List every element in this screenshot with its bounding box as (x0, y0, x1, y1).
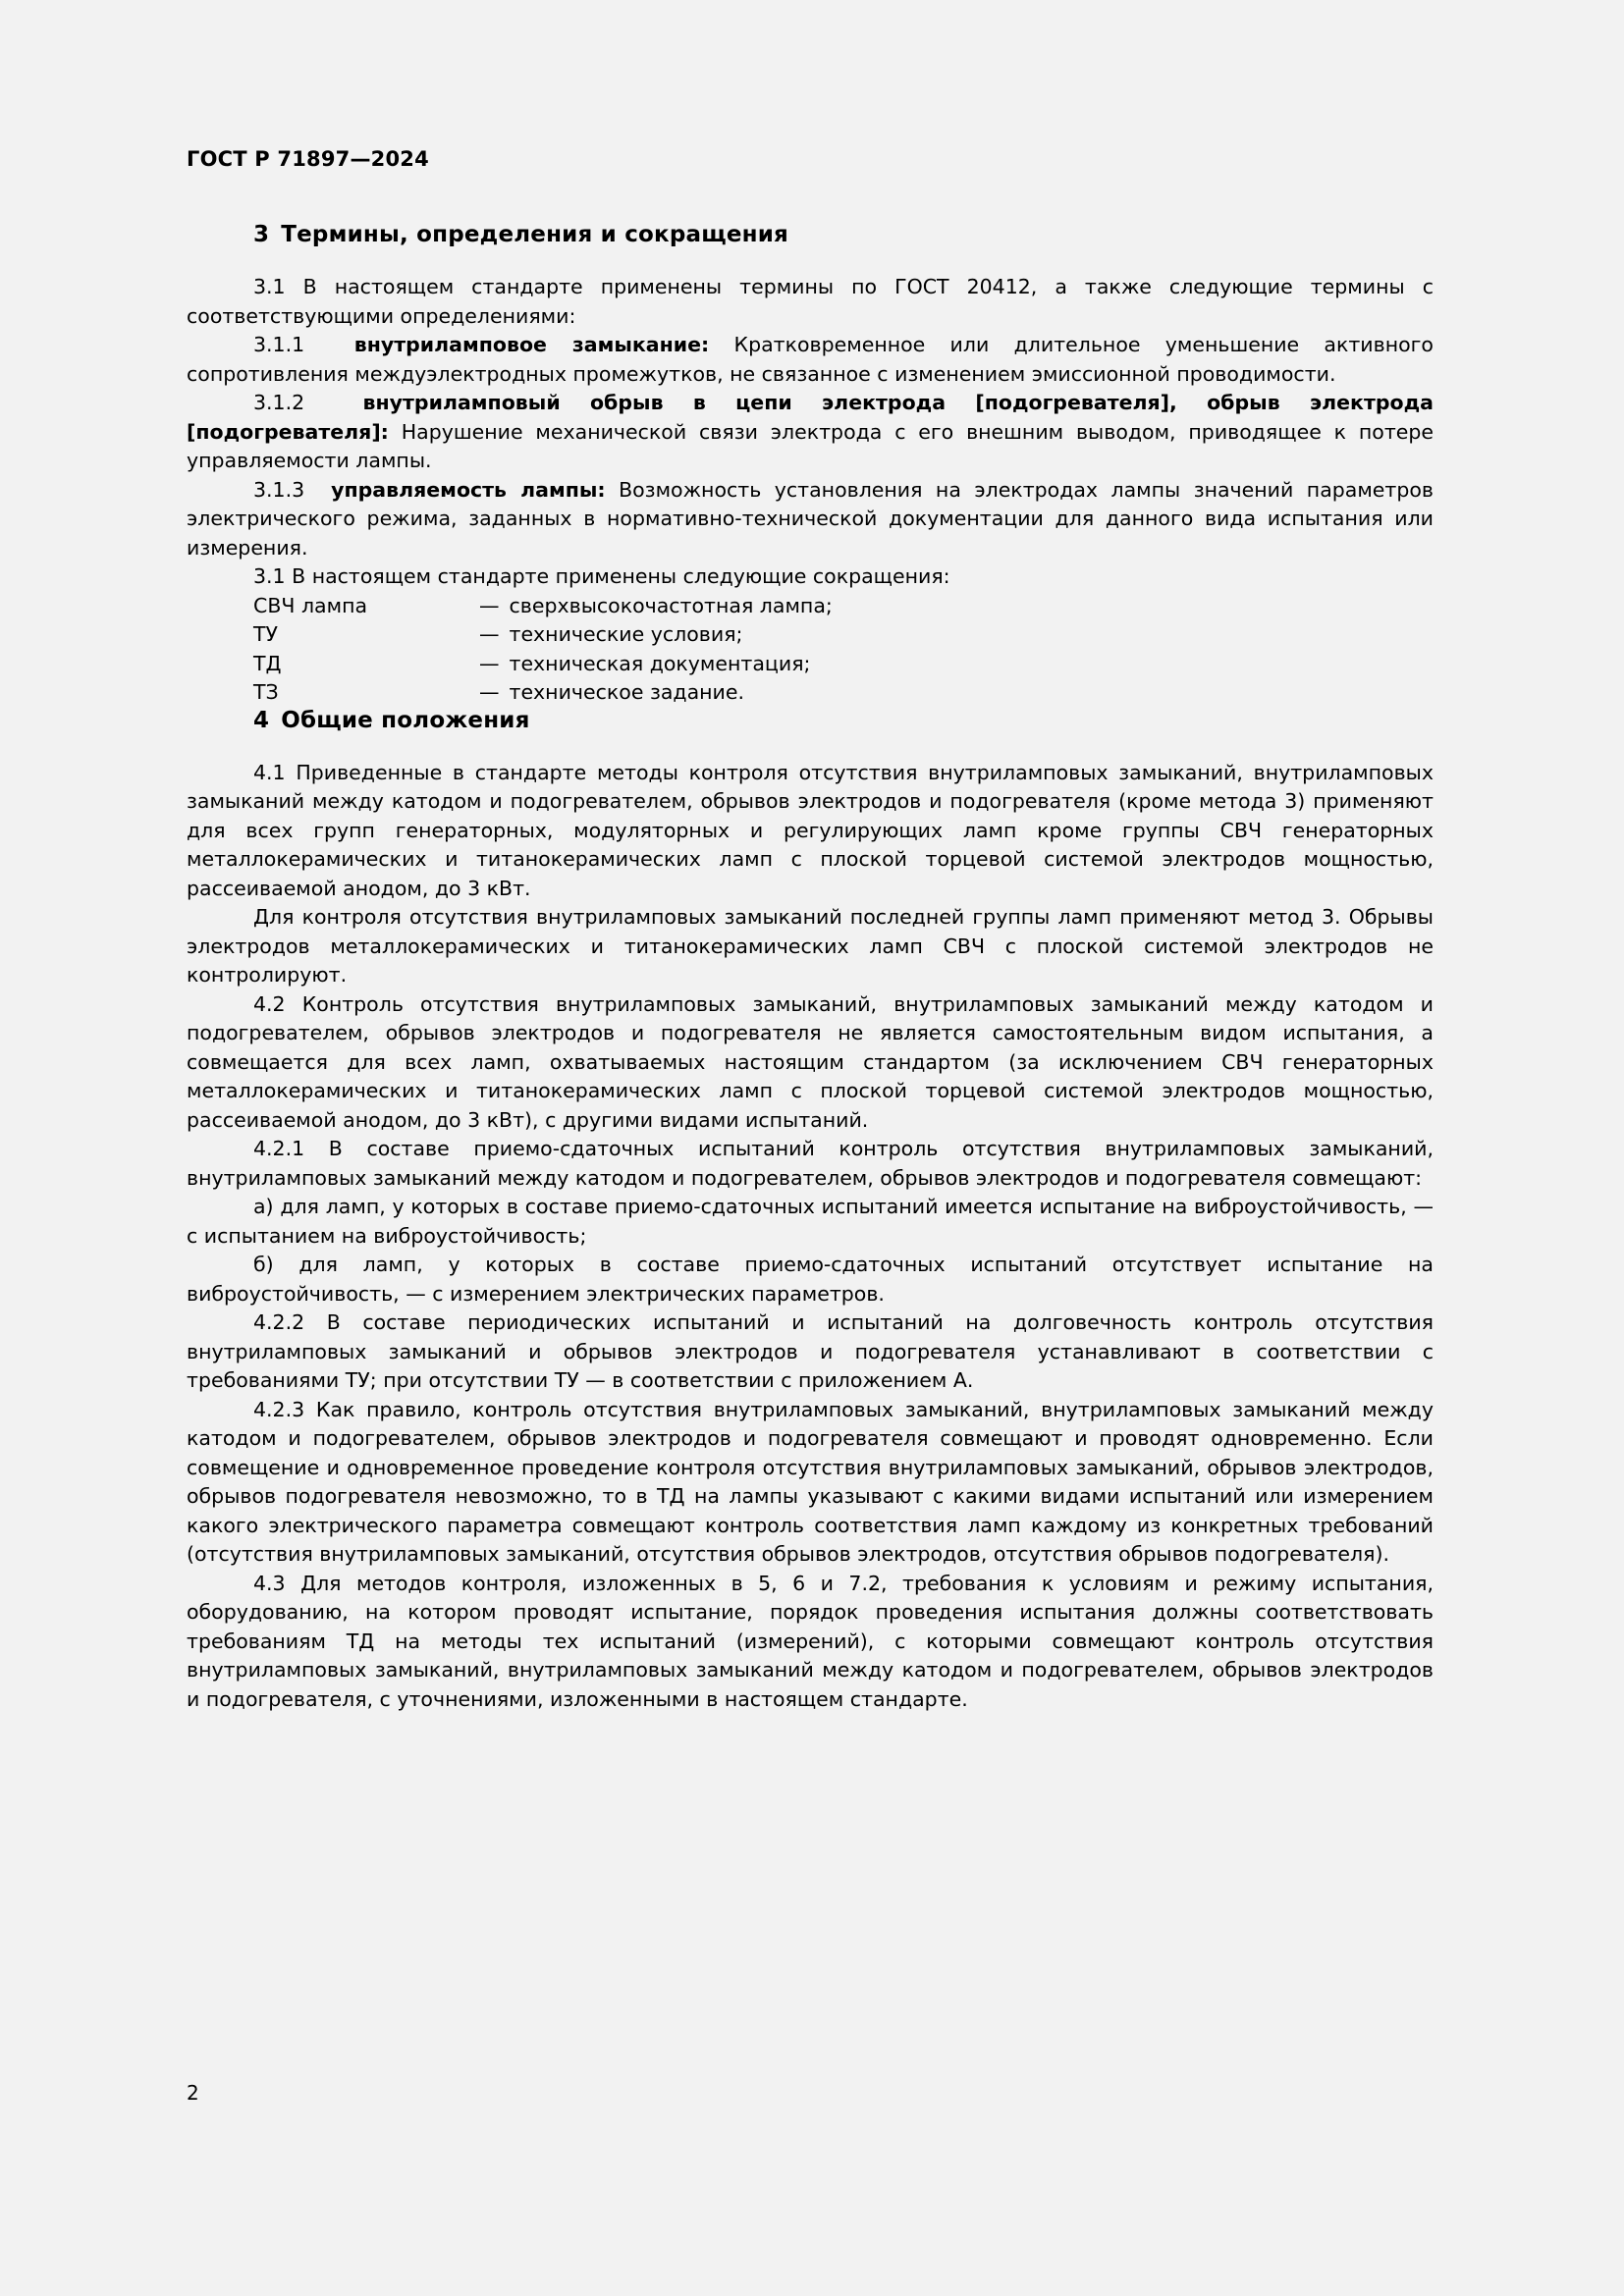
page-number: 2 (187, 2081, 199, 2105)
paragraph-4-2-2: 4.2.2 В составе периодических испытаний и испытаний на долговечность контроль отсутствия внутриламповых замыканий и обрывов электродов и подогревателя устанавливают в соответствии с требованиями ТУ; при отсутствии ТУ — в соответствии с приложением А. (187, 1310, 1434, 1392)
paragraph-4-2: 4.2 Контроль отсутствия внутриламповых замыканий, внутриламповых замыканий между катодом и подогревателем, обрывов электродов и подогревателя не является самостоятельным видом испытания, а совмещается для всех ламп, охватываемых настоящим стандартом (за исключением СВЧ генераторных металлокерамических и титанокерамических ламп с плоской торцевой системой электродов мощностью, рассеиваемой анодом, до 3 кВт), с другими видами испытаний. (187, 991, 1434, 1132)
paragraph-4-2-1-b: б) для ламп, у которых в составе приемо-сдаточных испытаний отсутствует испытание на виброустойчивость, — с измерением электрических параметров. (187, 1253, 1434, 1306)
abbrev-definition: технические условия; (509, 622, 743, 646)
term-definition: Возможность установления на электродах лампы значений параметров электрического режима, заданных в нормативно-технической документации для данного вида испытания или измерения. (187, 477, 1434, 560)
term-name: управляемость лампы: (331, 477, 606, 502)
abbrev-term: ТЗ (253, 680, 279, 704)
table-row (187, 620, 833, 650)
paragraph-4-3: 4.3 Для методов контроля, изложенных в 5, 6 и 7.2, требования к условиям и режиму испытания, оборудованию, на котором проводят испытание, порядок проведения испытания должны соответствовать требованиям ТД на методы тех испытаний (измерений), с которыми совмещают контроль отсутствия внутриламповых замыканий, внутриламповых замыканий между катодом и подогревателем, обрывов электродов и подогревателя, с уточнениями, изложенными в настоящем стандарте. (187, 1571, 1434, 1711)
abbrev-dash: — (479, 622, 500, 646)
abbrev-term: ТД (253, 651, 282, 675)
paragraph-3-1: 3.1 В настоящем стандарте применены термины по ГОСТ 20412, а также следующие термины с соответствующими определениями: (187, 275, 1434, 328)
term-3-1-2 (187, 389, 1434, 476)
table-row (187, 592, 833, 621)
term-name: внутриламповый обрыв в цепи электрода [подогревателя], обрыв электрода [подогревателя]: (187, 391, 1434, 444)
abbrev-definition: сверхвысокочастотная лампа; (509, 593, 833, 617)
abbreviations-table (187, 592, 833, 708)
abbrev-term: СВЧ лампа (253, 593, 368, 617)
section-number-3: 3 (253, 222, 270, 247)
abbrev-definition: техническое задание. (509, 680, 745, 704)
section-number-4: 4 (253, 707, 270, 733)
paragraph-4-2-3: 4.2.3 Как правило, контроль отсутствия внутриламповых замыканий, внутриламповых замыканий между катодом и подогревателем, обрывов электродов и подогревателя совмещают и проводят одновременно. Если совмещение и одновременное проведение контроля отсутствия внутриламповых замыканий, обрывов электродов, обрывов подогревателя невозможно, то в ТД на лампы указывают с какими видами испытаний или измерением какого электрического параметра совмещают контроль соответствия ламп каждому из конкретных требований (отсутствия внутриламповых замыканий, отсутствия обрывов электродов, отсутствия обрывов подогревателя). (187, 1397, 1434, 1566)
section-title-3: Термины, определения и сокращения (281, 222, 789, 247)
term-number: 3.1.1 (253, 333, 305, 356)
abbrev-term: ТУ (253, 622, 279, 646)
section-title-4: Общие положения (281, 707, 530, 733)
paragraph-4-2-1: 4.2.1 В составе приемо-сдаточных испытаний контроль отсутствия внутриламповых замыканий, внутриламповых замыканий между катодом и подогревателем, обрывов электродов и подогревателя совмещают: (187, 1137, 1434, 1190)
term-definition: Кратковременное или длительное уменьшение активного сопротивления междуэлектродных промежутков, не связанное с изменением эмиссионной проводимости. (187, 333, 1434, 386)
abbrev-dash: — (479, 651, 500, 675)
term-3-1-3 (187, 476, 1434, 563)
section-heading-3 (187, 222, 1434, 247)
section-heading-4 (187, 708, 1434, 733)
page-content (187, 147, 1434, 1714)
paragraph-4-1: 4.1 Приведенные в стандарте методы контроля отсутствия внутриламповых замыканий, внутриламповых замыканий между катодом и подогревателем, обрывов электродов и подогревателя (кроме метода 3) применяют для всех групп генераторных, модуляторных и регулирующих ламп кроме группы СВЧ генераторных металлокерамических и титанокерамических ламп с плоской торцевой системой электродов мощностью, рассеиваемой анодом, до 3 кВт. (187, 760, 1434, 900)
table-row (187, 650, 833, 679)
paragraph-4-2-1-a: а) для ламп, у которых в составе приемо-сдаточных испытаний имеется испытание на виброустойчивость, — с испытанием на виброустойчивость; (187, 1195, 1434, 1248)
term-name: внутриламповое замыкание: (353, 333, 710, 356)
paragraph-3-1-abbrev-intro: 3.1 В настоящем стандарте применены следующие сокращения: (253, 564, 950, 588)
abbrev-dash: — (479, 680, 500, 704)
paragraph-4-1-cont: Для контроля отсутствия внутриламповых замыканий последней группы ламп применяют метод 3. Обрывы электродов металлокерамических и титанокерамических ламп СВЧ с плоской системой электродов не контролируют. (187, 905, 1434, 987)
term-number: 3.1.2 (253, 391, 305, 414)
term-definition: Нарушение механической связи электрода с его внешним выводом, приводящее к потере управляемости лампы. (187, 419, 1434, 472)
term-number: 3.1.3 (253, 477, 305, 502)
abbrev-definition: техническая документация; (509, 651, 811, 675)
term-3-1-1 (187, 331, 1434, 389)
document-header: ГОСТ Р 71897—2024 (187, 147, 429, 171)
abbrev-dash: — (479, 593, 500, 617)
table-row (187, 678, 833, 708)
